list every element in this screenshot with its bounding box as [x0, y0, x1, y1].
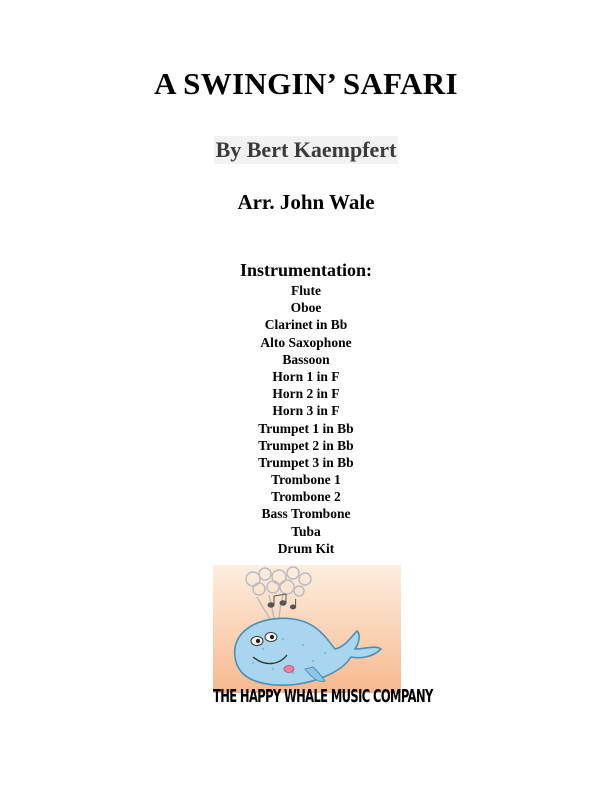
instrument-item: Flute: [291, 283, 321, 298]
happy-whale-logo: [213, 565, 433, 715]
page-title: A SWINGIN’ SAFARI: [154, 66, 458, 101]
whale-lips: [284, 666, 294, 673]
instrument-item: Alto Saxophone: [260, 334, 352, 350]
instrument-item: Bassoon: [282, 351, 330, 367]
arranger-credit: Arr. John Wale: [237, 190, 375, 214]
instrument-item: Trombone 2: [271, 489, 341, 505]
instrument-item: Trumpet 2 in Bb: [258, 437, 354, 453]
instrument-item: Trumpet 1 in Bb: [258, 420, 354, 436]
instrument-item: Horn 3 in F: [272, 403, 340, 419]
composer-credit: By Bert Kaempfert: [215, 137, 397, 162]
instrument-item: Trumpet 3 in Bb: [258, 454, 354, 470]
logo-caption: THE HAPPY WHALE MUSIC COMPANY: [213, 685, 433, 707]
instrument-item: Trombone 1: [271, 472, 341, 488]
instrument-item: Drum Kit: [277, 540, 335, 556]
composer-line: [0, 136, 612, 164]
instrument-item: Oboe: [290, 300, 322, 316]
instrument-item: Tuba: [291, 523, 321, 539]
instrument-item: Clarinet in Bb: [264, 317, 348, 333]
instrument-item: Horn 1 in F: [272, 368, 340, 384]
instrumentation-heading: Instrumentation:: [239, 260, 372, 280]
instrumentation-list: [0, 282, 612, 557]
instrument-item: Horn 2 in F: [272, 386, 340, 402]
instrument-item: Bass Trombone: [261, 506, 351, 522]
